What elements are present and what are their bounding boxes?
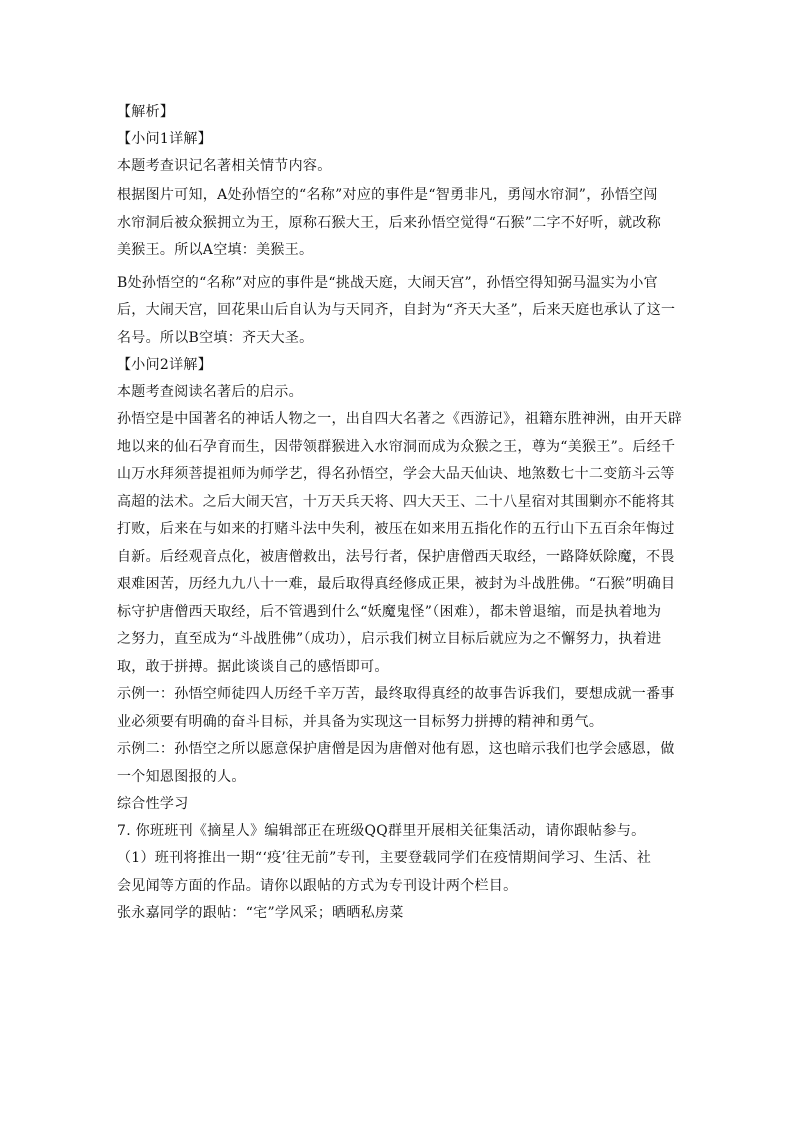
q2-intro [117, 379, 679, 406]
text-line: 美猴王。所以A空填：美猴王。 [117, 242, 314, 258]
text-line: 后，大闹天宫，回花果山后自认为与天同齐，自封为“齐天大圣”，后来天庭也承认了这一 [117, 302, 676, 318]
text-line: 【解析】 [117, 104, 175, 120]
text-line: 孙悟空是中国著名的神话人物之一，出自四大名著之《西游记》，祖籍东胜神洲，由开天辟 [117, 411, 682, 427]
text-line: 名号。所以B空填：齐天大圣。 [117, 329, 314, 346]
text-line: 高超的法术。之后大闹天宫，十万天兵天将、四大天王、二十八星宿对其围剿亦不能将其 [117, 493, 675, 510]
text-line: 【小问1详解】 [117, 131, 213, 147]
q1-para-b [117, 270, 679, 353]
text-line: 自新。后经观音点化，被唐僧救出，法号行者，保护唐僧西天取经，一路降妖除魔，不畏 [117, 548, 675, 565]
text-line: 根据图片可知，A处孙悟空的“名称”对应的事件是“智勇非凡，勇闯水帘洞”，孙悟空闯 [117, 187, 658, 203]
text-line: 取，敢于拼搏。据此谈谈自己的感悟即可。 [117, 658, 389, 675]
q1-intro [117, 153, 679, 180]
q7-stem [117, 818, 679, 845]
text-line: 地以来的仙石孕育而生，因带领群猴进入水帘洞而成为众猴之王，尊为“美猴王”。后经千 [117, 438, 676, 455]
text-line: 本题考查识记名著相关情节内容。 [117, 158, 332, 174]
q1-para-a [117, 182, 679, 265]
analysis-heading [117, 99, 679, 126]
text-line: 山万水拜须菩提祖师为师学艺，得名孙悟空，学会大品天仙诀、地煞数七十二变筋斗云等 [117, 466, 675, 482]
text-line: 【小问2详解】 [117, 357, 213, 373]
example-1 [117, 681, 679, 736]
text-line: 本题考查阅读名著后的启示。 [117, 384, 303, 400]
section-title [117, 791, 679, 818]
text-line: 业必须要有明确的奋斗目标，并具备为实现这一目标努力拼搏的精神和勇气。 [117, 713, 604, 730]
text-line: 之努力，直至成为“斗战胜佛”（成功），启示我们树立目标后就应为之不懈努力，执着进 [117, 631, 662, 647]
text-line: 示例一：孙悟空师徒四人历经千辛万苦，最终取得真经的故事告诉我们，要想成就一番事 [117, 686, 675, 702]
text-line: 艰难困苦，历经九九八十一难，最后取得真经修成正果，被封为斗战胜佛。“石猴”明确目 [117, 576, 676, 592]
text-line: 标守护唐僧西天取经，后不管遇到什么“妖魔鬼怪”（困难），都未曾退缩，而是执着地为 [117, 603, 662, 620]
q1-heading [117, 126, 679, 153]
text-line: 水帘洞后被众猴拥立为王，原称石猴大王，后来孙悟空觉得“石猴”二字不好听，就改称 [117, 214, 662, 231]
q2-heading [117, 352, 679, 379]
document-page [117, 99, 682, 927]
q7-reply [117, 900, 679, 927]
text-line: 综合性学习 [117, 796, 189, 812]
text-line: 会见闻等方面的作品。请你以跟帖的方式为专刊设计两个栏目。 [117, 877, 518, 894]
q7-sub1 [117, 845, 679, 900]
text-line: B处孙悟空的“名称”对应的事件是“挑战天庭，大闹天宫”，孙悟空得知弼马温实为小官 [117, 274, 658, 291]
q2-para [117, 406, 682, 681]
text-line: 一个知恩图报的人。 [117, 768, 246, 785]
text-line: 7. 你班班刊《摘星人》编辑部正在班级QQ群里开展相关征集活动，请你跟帖参与。 [117, 823, 646, 839]
text-line: （1）班刊将推出一期“‘疫’往无前”专刊，主要登载同学们在疫情期间学习、生活、社 [117, 850, 652, 866]
example-2 [117, 736, 679, 791]
text-line: 打败，后来在与如来的打赌斗法中失利，被压在如来用五指化作的五行山下五百余年悔过 [117, 521, 675, 537]
text-line: 张永嘉同学的跟帖：“宅”学风采；晒晒私房菜 [117, 905, 404, 921]
text-line: 示例二：孙悟空之所以愿意保护唐僧是因为唐僧对他有恩，这也暗示我们也学会感恩，做 [117, 741, 675, 757]
